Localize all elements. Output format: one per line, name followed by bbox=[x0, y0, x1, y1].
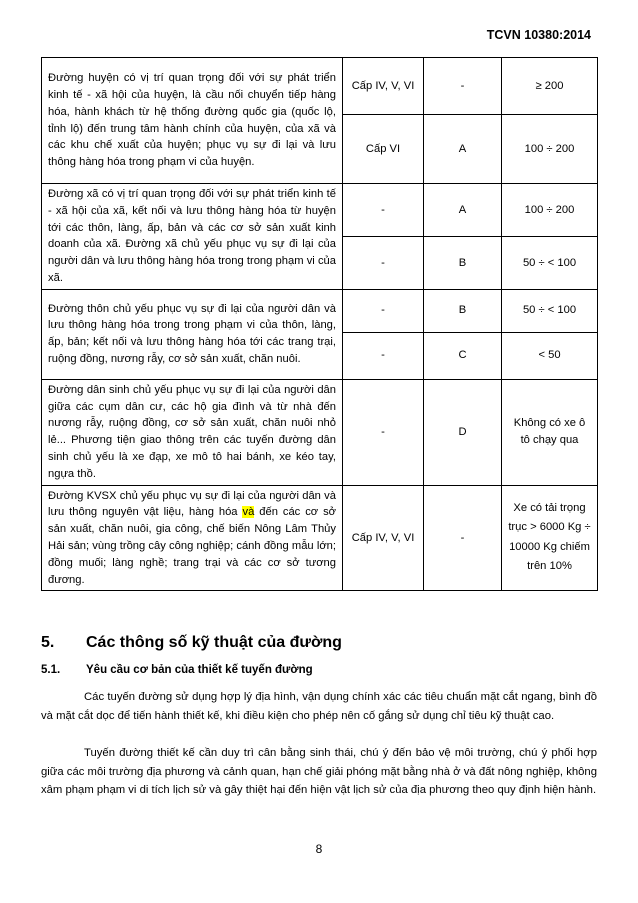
road-description bbox=[42, 485, 343, 591]
table-row bbox=[42, 485, 598, 591]
road-grade: Cấp IV, V, VI bbox=[343, 485, 424, 591]
section-heading bbox=[41, 634, 601, 652]
highlighted-word: và bbox=[242, 506, 255, 519]
table-row bbox=[42, 58, 598, 115]
table-row bbox=[42, 184, 598, 237]
table-row bbox=[42, 379, 598, 485]
traffic-volume: ≥ 200 bbox=[502, 58, 598, 115]
road-type: B bbox=[424, 237, 502, 289]
road-description: Đường xã có vị trí quan trọng đối với sự phát triển kinh tế - xã hội của xã, kết nối và lưu thông hàng hóa từ huyện tới các thôn, làng, ấp, bản và các cơ sở sản xuất kinh doanh của xã. Đường xã chủ yếu phục vụ sự đi lại của người dân và lưu thông hàng hóa trong trong phạm vi của xã. bbox=[42, 184, 343, 290]
road-grade: - bbox=[343, 289, 424, 332]
traffic-volume: 50 ÷ < 100 bbox=[502, 237, 598, 289]
road-description: Đường dân sinh chủ yếu phục vụ sự đi lại của người dân giữa các cụm dân cư, các hộ gia đình và từ nhà đến nương rẫy, ruộng đồng, cơ sở sản xuất, chăn nuôi nhỏ lẻ... Phương tiện giao thông trên các tuyến đường dân sinh chủ yếu là xe đạp, xe mô tô hai bánh, xe kéo tay, ngựa thồ. bbox=[42, 379, 343, 485]
body-paragraph: Tuyến đường thiết kế cần duy trì cân bằng sinh thái, chú ý đến bảo vệ môi trường, chú ý phối hợp giữa các môi trường địa phương và cảnh quan, hạn chế giải phóng mặt bằng nhà ở và đất nông nghiệp, không xâm phạm phạm vi di tích lịch sử và gây thiệt hại đến hiện vật lịch sử của địa phương theo quy định hiện hành. bbox=[41, 747, 597, 796]
page-number: 8 bbox=[315, 842, 323, 856]
traffic-volume: 100 ÷ 200 bbox=[502, 184, 598, 237]
traffic-volume: < 50 bbox=[502, 332, 598, 379]
road-grade: - bbox=[343, 184, 424, 237]
section-number: 5. bbox=[41, 634, 55, 651]
description-text: đến các cơ sở sản xuất, chăn nuôi, gia công, chế biến Nông Lâm Thủy Hải sản; vùng trồng cây công nghiệp; cánh đồng mẫu lớn; đồng muối; làng nghề; trang trại và các cơ sở tương đương. bbox=[48, 506, 337, 586]
road-type: - bbox=[424, 58, 502, 115]
road-grade: - bbox=[343, 332, 424, 379]
traffic-volume: 50 ÷ < 100 bbox=[502, 289, 598, 332]
road-grade: Cấp IV, V, VI bbox=[343, 58, 424, 115]
subsection-number: 5.1. bbox=[41, 664, 61, 676]
subsection-heading bbox=[41, 664, 601, 676]
subsection-title: Yêu cầu cơ bản của thiết kế tuyến đường bbox=[86, 664, 313, 676]
road-type: C bbox=[424, 332, 502, 379]
description-text: Đường KVSX chủ yếu phục vụ sự đi lại của người dân và lưu thông nguyên vật liệu, hàng hóa bbox=[48, 489, 336, 519]
traffic-volume: Không có xe ô tô chạy qua bbox=[502, 379, 598, 485]
standard-code: TCVN 10380:2014 bbox=[486, 28, 591, 42]
road-grade: - bbox=[343, 379, 424, 485]
road-type: B bbox=[424, 289, 502, 332]
traffic-volume: 100 ÷ 200 bbox=[502, 115, 598, 184]
road-grade: Cấp VI bbox=[343, 115, 424, 184]
road-classification-table bbox=[41, 57, 598, 591]
body-paragraph: Các tuyến đường sử dụng hợp lý địa hình, vận dụng chính xác các tiêu chuẩn mặt cắt ngang, bình đồ và mặt cắt dọc để tiến hành thiết kế, khi điều kiện cho phép nên cố gắng sử dụng chỉ tiêu kỹ thuật cao. bbox=[41, 691, 597, 722]
road-description: Đường thôn chủ yếu phục vụ sự đi lại của người dân và lưu thông hàng hóa trong trong phạm vi của thôn, làng, ấp, bản; kết nối và lưu thông hàng hóa tới các trang trại, ruộng đồng, nương rẫy, cơ sở sản xuất, chăn nuôi. bbox=[42, 289, 343, 379]
road-description: Đường huyện có vị trí quan trọng đối với sự phát triển kinh tế - xã hội của huyện, là cầu nối chuyển tiếp hàng hóa, hành khách từ hệ thống đường quốc gia (quốc lộ, tỉnh lộ) đến trung tâm hành chính của huyện, của xã và các khu chế xuất của huyện; phục vụ sự đi lại và lưu thông hàng hóa trong phạm vi của huyện. bbox=[42, 58, 343, 184]
road-type: - bbox=[424, 485, 502, 591]
road-type: A bbox=[424, 115, 502, 184]
section-title: Các thông số kỹ thuật của đường bbox=[86, 634, 342, 651]
table-row bbox=[42, 289, 598, 332]
road-type: D bbox=[424, 379, 502, 485]
road-grade: - bbox=[343, 237, 424, 289]
traffic-volume: Xe có tải trọng trục > 6000 Kg ÷ 10000 Kg chiếm trên 10% bbox=[502, 485, 598, 591]
road-type: A bbox=[424, 184, 502, 237]
